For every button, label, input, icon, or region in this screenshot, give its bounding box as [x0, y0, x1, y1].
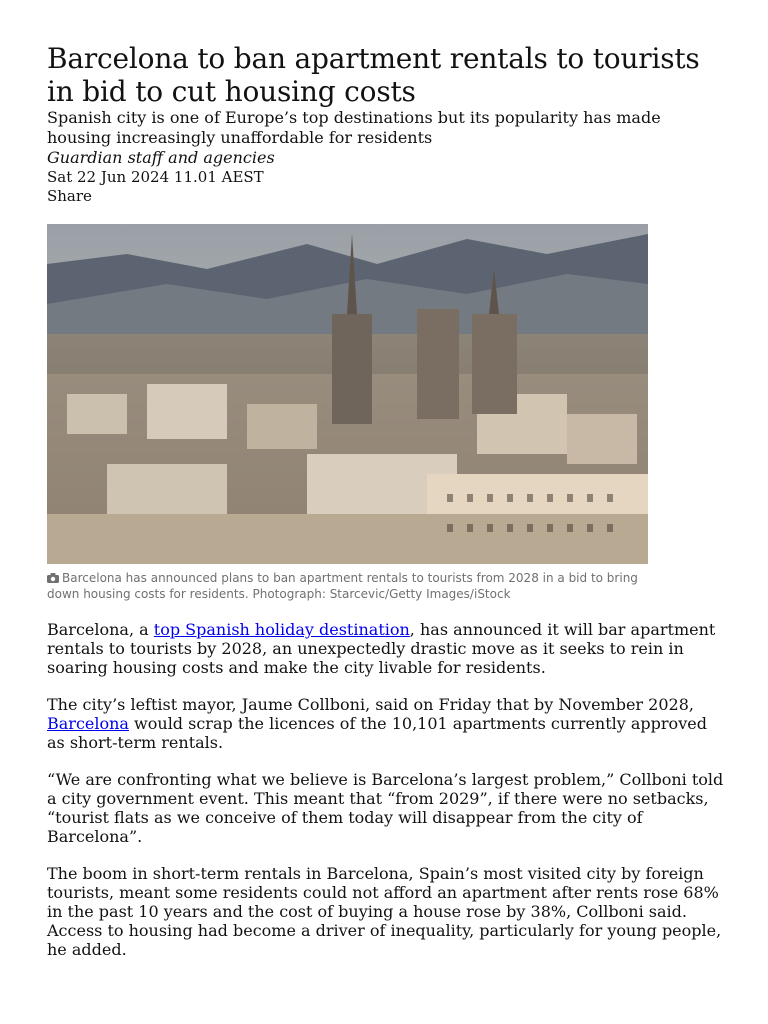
body-text: The city’s leftist mayor, Jaume Collboni, said on Friday that by November 2028,	[47, 695, 694, 714]
photo-caption	[47, 570, 648, 602]
barcelona-link[interactable]: Barcelona	[47, 714, 129, 733]
body-paragraph-1	[47, 620, 727, 677]
standfirst: Spanish city is one of Europe’s top destinations but its popularity has made housing increasingly unaffordable for residents	[47, 108, 661, 147]
camera-icon	[47, 573, 59, 583]
body-paragraph-3: “We are confronting what we believe is Barcelona’s largest problem,” Collboni told a city government event. This meant that “from 2029”, if there were no setbacks, “tourist flats as we conceive of them today will disappear from the city of Barcelona”.	[47, 770, 724, 846]
article-body	[47, 620, 727, 977]
barcelona-cityscape-photo	[47, 224, 648, 564]
body-paragraph-4: The boom in short-term rentals in Barcelona, Spain’s most visited city by foreign tourists, meant some residents could not afford an apartment after rents rose 68% in the past 10 years and the cost of buying a house rose by 38%, Collboni said. Access to housing had become a driver of inequality, particularly for young people, he added.	[47, 864, 722, 959]
caption-text: Barcelona has announced plans to ban apartment rentals to tourists from 2028 in a bid to bring down housing costs for residents. Photograph: Starcevic/Getty Images/iStock	[47, 571, 638, 601]
body-paragraph-2	[47, 695, 727, 752]
article-header	[47, 42, 727, 206]
body-text: Barcelona, a	[47, 620, 154, 639]
dateline: Sat 22 Jun 2024 11.01 AEST	[47, 168, 264, 186]
headline: Barcelona to ban apartment rentals to tourists in bid to cut housing costs	[47, 42, 700, 108]
share-link[interactable]: Share	[47, 187, 92, 205]
body-text: , has announced it will bar apartment rentals to tourists by 2028, an unexpectedly drastic move as it seeks to rein in soaring housing costs and make the city livable for residents.	[47, 620, 716, 677]
body-text: would scrap the licences of the 10,101 apartments currently approved as short-term rentals.	[47, 714, 707, 752]
holiday-destination-link[interactable]: top Spanish holiday destination	[153, 620, 410, 639]
article-figure	[47, 224, 648, 602]
byline: Guardian staff and agencies	[47, 148, 275, 167]
